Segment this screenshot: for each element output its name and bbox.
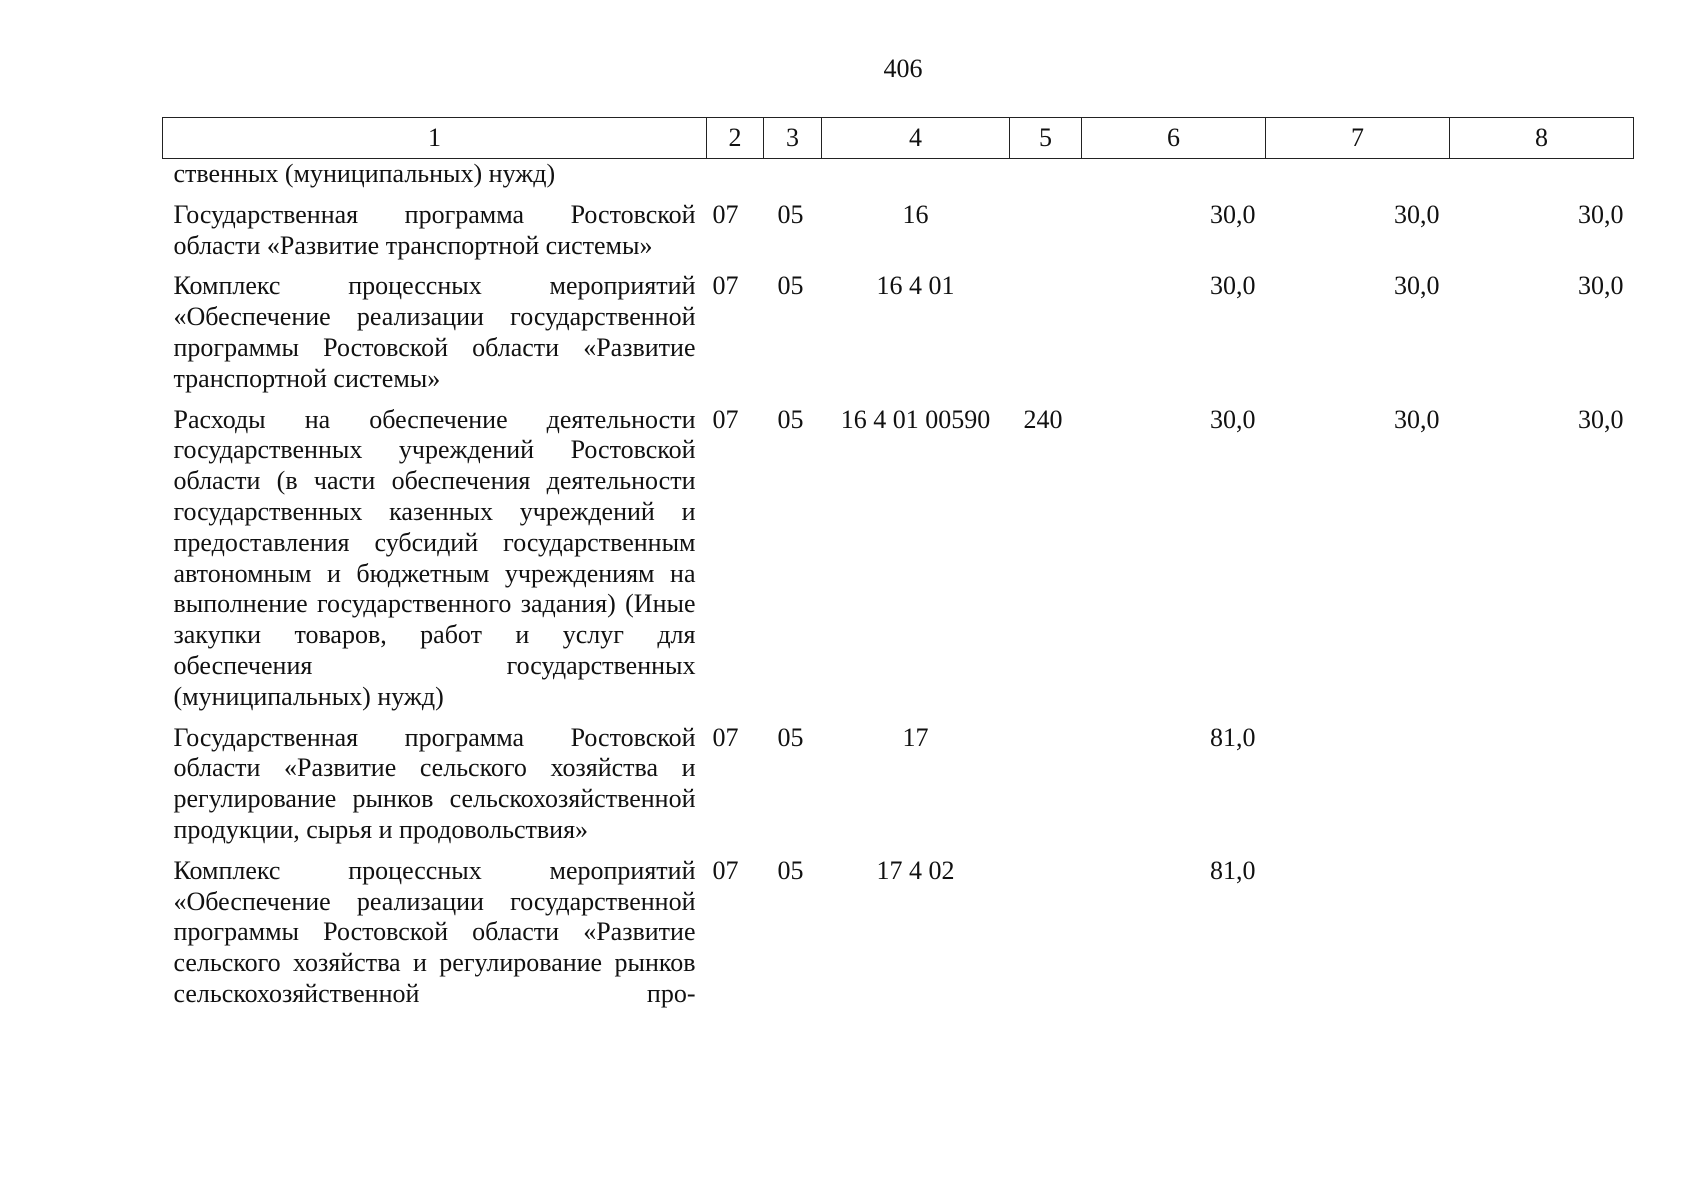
row-target-article: 17 4 02 [876,855,955,885]
row-section-code: 07 [712,271,739,301]
row-subsection-code: 05 [777,722,804,752]
row-amount-col6: 81,0 [1210,855,1256,885]
row-target-article: 17 [902,722,929,752]
row-section-code: 07 [712,722,739,752]
row-description: Расходы на обеспечение деятельности государственных учреждений Ростовской области (в части обеспечения деятельности государственных казенных учреждений и предоставления субсидий государственным автономным и бюджетным учреждениям на выполнение государственного задания) (Иные закупки товаров, работ и услуг для обеспечения государственных (муниципальных) нужд) [173,404,696,711]
row-expense-type [1010,261,1082,394]
budget-table [162,117,1634,1010]
row-target-article [822,159,1010,190]
header-col-1: 1 [163,118,707,159]
row-description: Комплекс процессных мероприятий «Обеспечение реализации государственной программы Ростовской области «Развитие транспортной системы» [173,271,696,393]
row-subsection-code: 05 [777,199,804,229]
row-description: ственных (муниципальных) нужд) [173,159,556,188]
row-section-code: 07 [712,404,739,434]
table-row [163,713,1634,846]
row-amount-col6: 30,0 [1210,199,1256,229]
header-col-3: 3 [764,118,822,159]
row-amount-col6: 30,0 [1210,404,1256,434]
table-row [163,159,1634,190]
row-subsection-code [764,159,822,190]
header-col-4: 4 [822,118,1010,159]
row-amount-col8 [1450,159,1634,190]
table-row [163,190,1634,262]
row-target-article: 16 [902,199,929,229]
row-subsection-code: 05 [777,271,804,301]
row-description: Комплекс процессных мероприятий «Обеспечение реализации государственной программы Ростовской области «Развитие сельского хозяйства и регулирование рынков сельскохозяйственной про- [173,855,696,1008]
row-expense-type [1010,846,1082,1010]
row-amount-col8 [1450,846,1634,1010]
row-amount-col8: 30,0 [1578,199,1624,229]
table-row [163,261,1634,394]
row-section-code [707,159,764,190]
row-amount-col7 [1266,846,1450,1010]
row-description: Государственная программа Ростовской области «Развитие сельского хозяйства и регулирование рынков сельскохозяйственной продукции, сырья и продовольствия» [173,722,696,844]
row-amount-col7 [1266,713,1450,846]
row-expense-type [1010,159,1082,190]
row-description: Государственная программа Ростовской области «Развитие транспортной системы» [173,199,696,260]
row-expense-type: 240 [1023,404,1063,434]
budget-table-container [162,117,1633,1010]
row-section-code: 07 [712,855,739,885]
table-header [163,118,1634,159]
row-section-code: 07 [712,199,739,229]
table-body [163,159,1634,1010]
header-col-7: 7 [1266,118,1450,159]
row-expense-type [1010,713,1082,846]
row-amount-col7: 30,0 [1394,404,1440,434]
header-col-5: 5 [1010,118,1082,159]
table-row [163,846,1634,1010]
row-subsection-code: 05 [777,855,804,885]
row-amount-col8 [1450,713,1634,846]
header-col-6: 6 [1082,118,1266,159]
header-col-2: 2 [707,118,764,159]
header-col-8: 8 [1450,118,1634,159]
row-amount-col7: 30,0 [1394,271,1440,301]
row-amount-col8: 30,0 [1578,404,1624,434]
header-row [163,118,1634,159]
row-amount-col6 [1082,159,1266,190]
row-amount-col7 [1266,159,1450,190]
row-amount-col6: 81,0 [1210,722,1256,752]
row-subsection-code: 05 [777,404,804,434]
table-row [163,395,1634,713]
row-expense-type [1010,190,1082,262]
page-number: 406 [883,54,923,83]
row-target-article: 16 4 01 00590 [840,404,991,434]
row-amount-col7: 30,0 [1394,199,1440,229]
row-target-article: 16 4 01 [876,271,955,301]
row-amount-col6: 30,0 [1210,271,1256,301]
row-amount-col8: 30,0 [1578,271,1624,301]
